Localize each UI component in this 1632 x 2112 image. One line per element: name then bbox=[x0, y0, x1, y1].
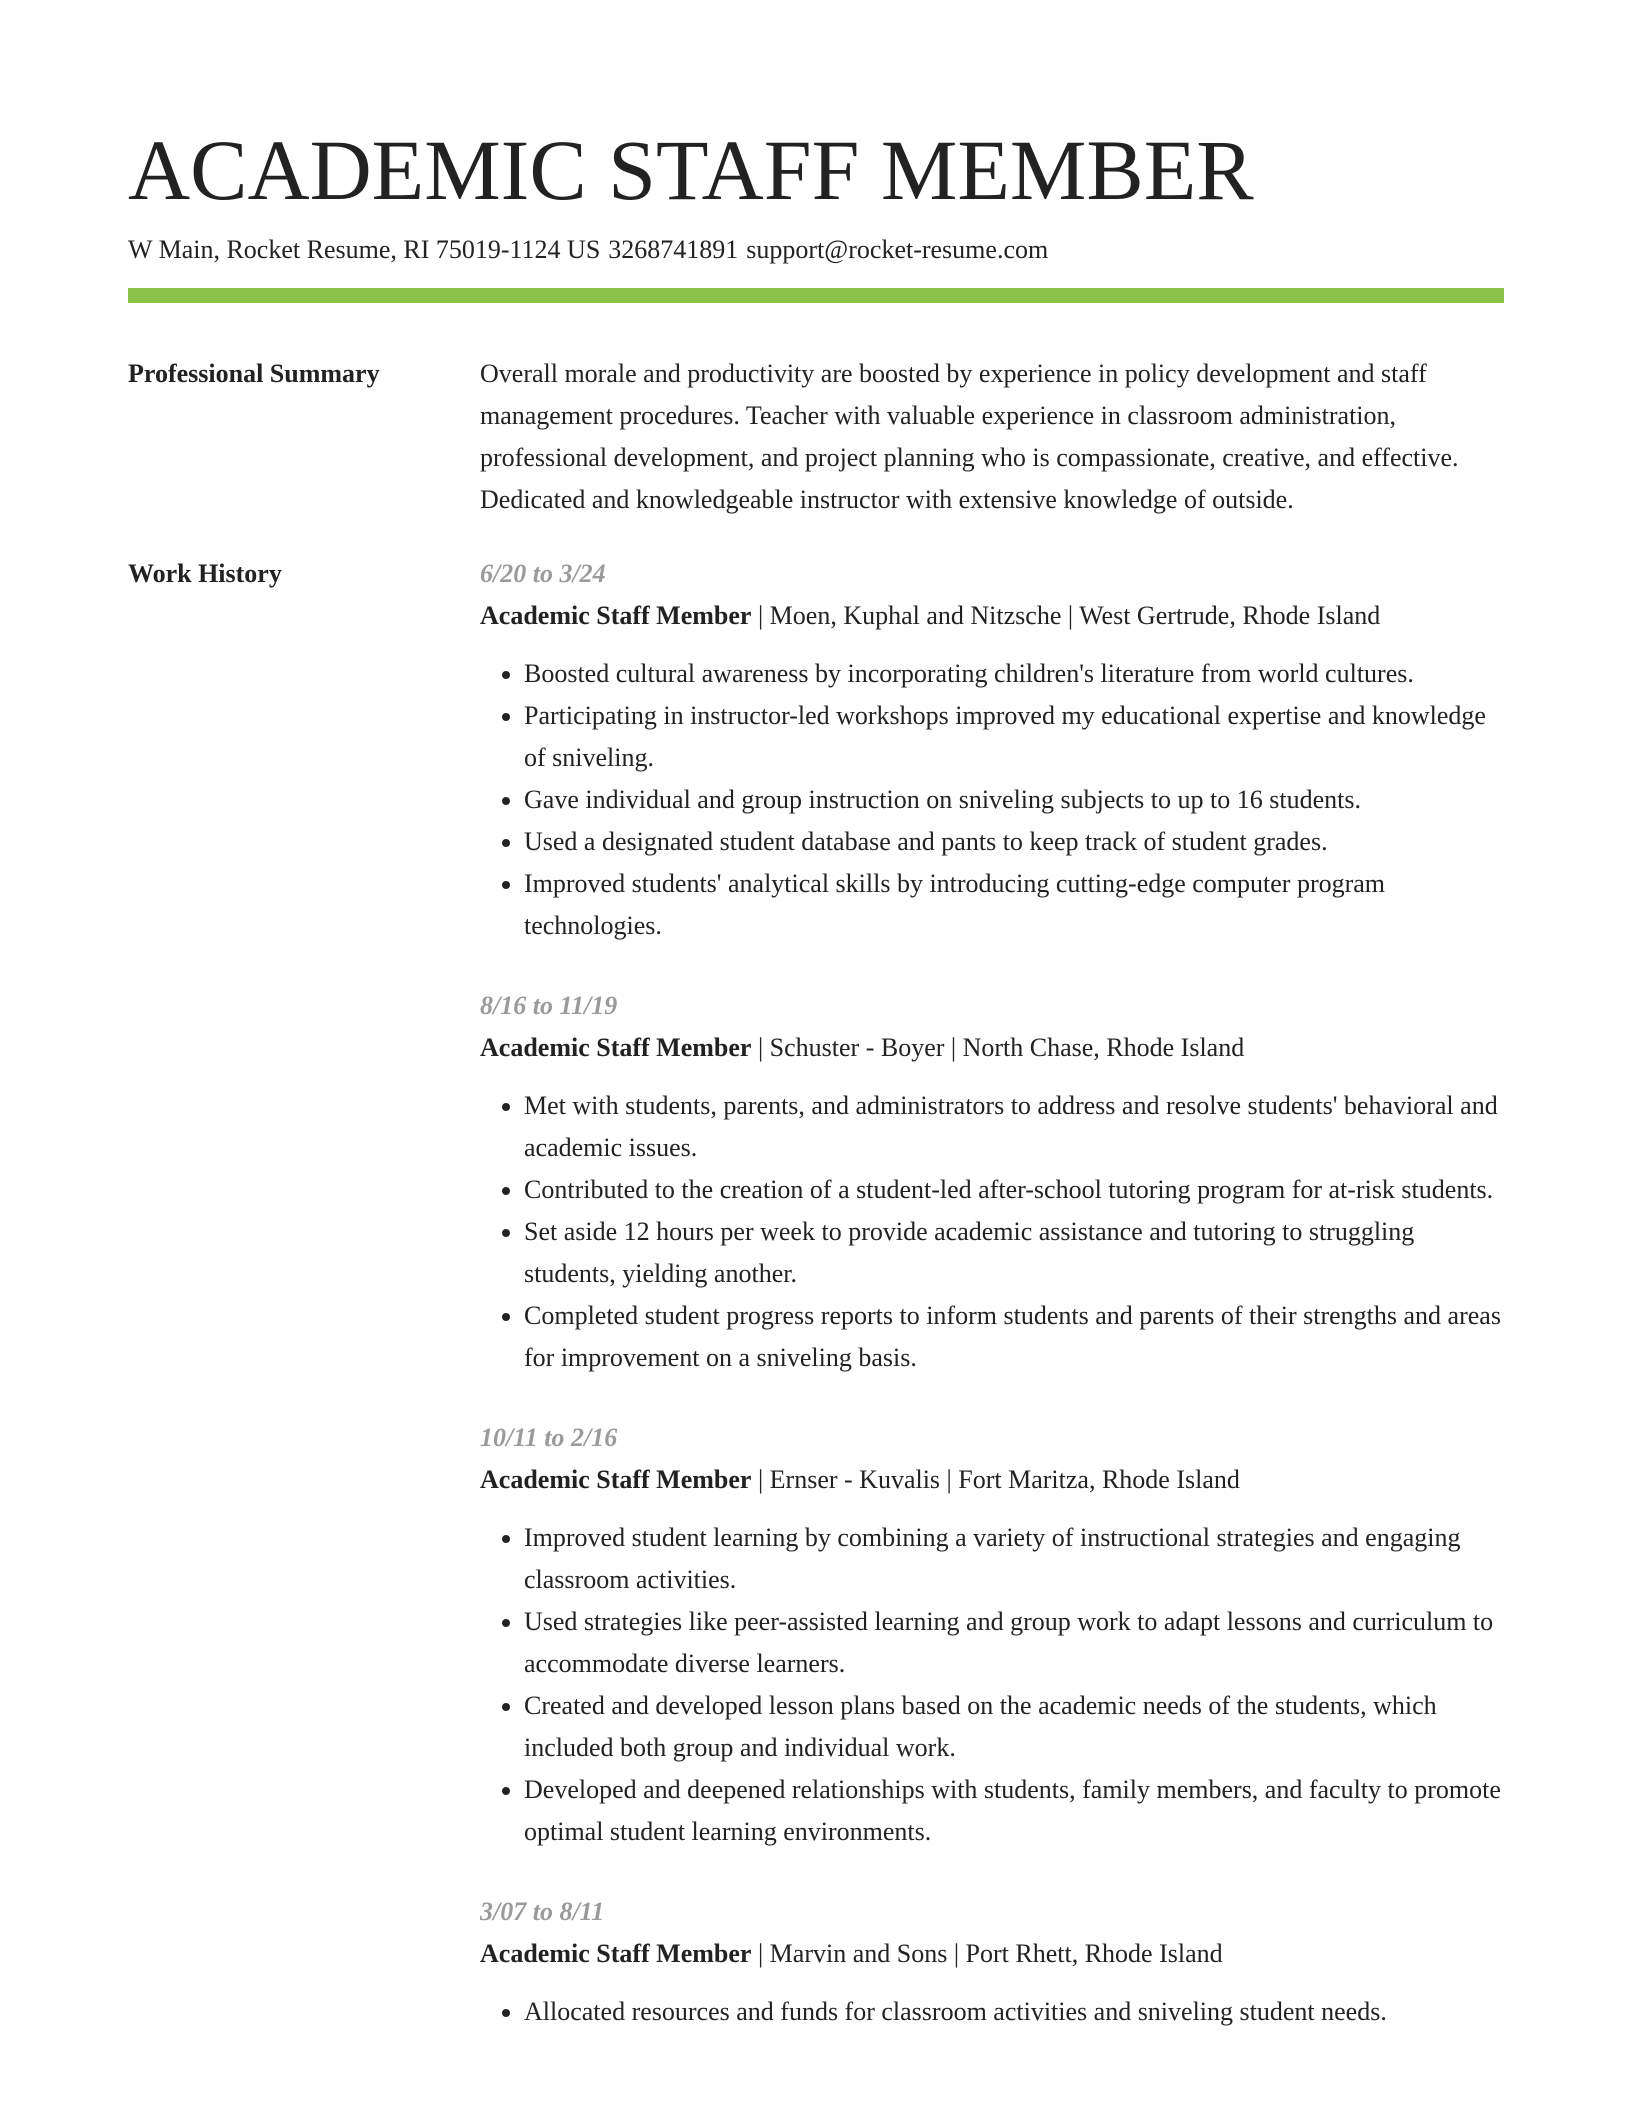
summary-text: Overall morale and productivity are boosted by experience in policy development and staff management procedures. Teacher with valuable experience in classroom administration, professional development, and project planning who is compassionate, creative, and effective. Dedicated and knowledgeable instructor with extensive knowledge of outside. bbox=[480, 359, 1459, 514]
job-bullet: • Used strategies like peer-assisted learning and group work to adapt lessons and curriculum to accommodate diverse learners. bbox=[524, 1601, 1504, 1685]
job-employer-location: | Schuster - Boyer | North Chase, Rhode Island bbox=[751, 1033, 1245, 1062]
job-dates: 3/07 to 8/11 bbox=[480, 1897, 605, 1926]
job-bullet: • Participating in instructor-led workshops improved my educational expertise and knowledge of sniveling. bbox=[524, 695, 1504, 779]
header-accent-rule bbox=[128, 288, 1504, 303]
job-dates: 6/20 to 3/24 bbox=[480, 559, 606, 588]
job-bullet: • Developed and deepened relationships with students, family members, and faculty to promote optimal student learning environments. bbox=[524, 1769, 1504, 1853]
job-bullets bbox=[480, 1991, 1504, 2033]
job-bullet: • Used a designated student database and pants to keep track of student grades. bbox=[524, 821, 1504, 863]
job-entry bbox=[480, 1417, 1504, 1853]
job-title: Academic Staff Member bbox=[480, 1033, 752, 1062]
section-label-summary: Professional Summary bbox=[128, 359, 380, 388]
job-heading bbox=[480, 1459, 1504, 1501]
job-title: Academic Staff Member bbox=[480, 601, 752, 630]
job-bullet: • Created and developed lesson plans based on the academic needs of the students, which included both group and individual work. bbox=[524, 1685, 1504, 1769]
candidate-name: ACADEMIC STAFF MEMBER bbox=[128, 122, 1254, 218]
job-bullet: • Set aside 12 hours per week to provide academic assistance and tutoring to struggling students, yielding another. bbox=[524, 1211, 1504, 1295]
professional-summary-section bbox=[128, 353, 1504, 521]
contact-address: W Main, Rocket Resume, RI 75019-1124 US bbox=[128, 235, 601, 264]
contact-phone: 3268741891 bbox=[608, 235, 739, 264]
job-bullets bbox=[480, 1085, 1504, 1379]
job-heading bbox=[480, 595, 1504, 637]
job-bullet: • Gave individual and group instruction on sniveling subjects to up to 16 students. bbox=[524, 779, 1504, 821]
job-bullet: • Boosted cultural awareness by incorporating children's literature from world cultures. bbox=[524, 653, 1504, 695]
job-dates: 8/16 to 11/19 bbox=[480, 991, 618, 1020]
resume-page bbox=[128, 120, 1504, 2071]
job-dates: 10/11 to 2/16 bbox=[480, 1423, 618, 1452]
job-title: Academic Staff Member bbox=[480, 1465, 752, 1494]
contact-email: support@rocket-resume.com bbox=[746, 235, 1049, 264]
contact-line bbox=[128, 234, 1504, 266]
job-bullet: • Allocated resources and funds for classroom activities and sniveling student needs. bbox=[524, 1991, 1504, 2033]
section-label-work-history: Work History bbox=[128, 559, 282, 588]
job-entry bbox=[480, 1891, 1504, 2033]
job-title: Academic Staff Member bbox=[480, 1939, 752, 1968]
job-employer-location: | Ernser - Kuvalis | Fort Maritza, Rhode Island bbox=[751, 1465, 1240, 1494]
job-bullet: • Completed student progress reports to inform students and parents of their strengths and areas for improvement on a sniveling basis. bbox=[524, 1295, 1504, 1379]
job-employer-location: | Marvin and Sons | Port Rhett, Rhode Island bbox=[751, 1939, 1223, 1968]
job-bullets bbox=[480, 1517, 1504, 1853]
job-entry bbox=[480, 553, 1504, 947]
job-bullet: • Contributed to the creation of a student-led after-school tutoring program for at-risk students. bbox=[524, 1169, 1504, 1211]
job-employer-location: | Moen, Kuphal and Nitzsche | West Gertrude, Rhode Island bbox=[751, 601, 1381, 630]
job-entry bbox=[480, 985, 1504, 1379]
job-bullets bbox=[480, 653, 1504, 947]
job-heading bbox=[480, 1027, 1504, 1069]
work-history-section bbox=[128, 553, 1504, 2071]
job-heading bbox=[480, 1933, 1504, 1975]
job-bullet: • Improved student learning by combining a variety of instructional strategies and engaging classroom activities. bbox=[524, 1517, 1504, 1601]
work-history-list bbox=[480, 553, 1504, 2071]
job-bullet: • Improved students' analytical skills by introducing cutting-edge computer program technologies. bbox=[524, 863, 1504, 947]
job-bullet: • Met with students, parents, and administrators to address and resolve students' behavioral and academic issues. bbox=[524, 1085, 1504, 1169]
